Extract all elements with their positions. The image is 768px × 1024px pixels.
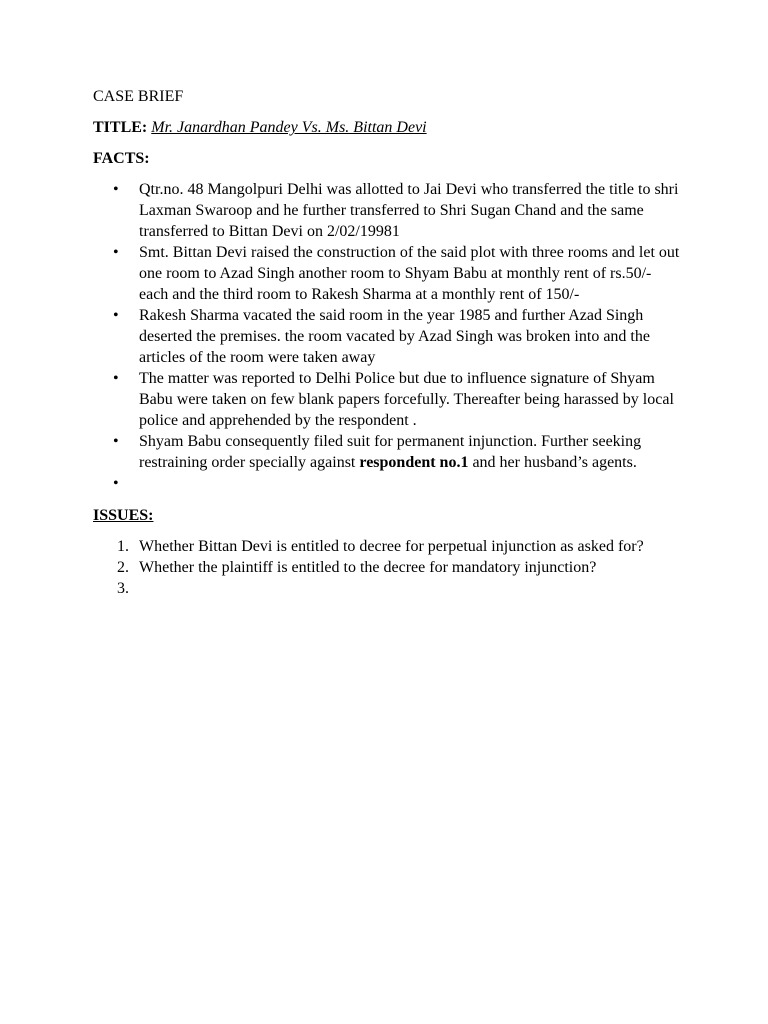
issue-item — [93, 536, 683, 557]
fact-text: Smt. Bittan Devi raised the construction of the said plot with three rooms and let out one room to Azad Singh another room to Shyam Babu at monthly rent of rs.50/- each and the third room to Rakesh Sharma at a monthly rent of 150/- — [139, 244, 680, 303]
issue-number: 2. — [117, 559, 129, 576]
bullet-icon: • — [113, 433, 119, 450]
document-heading: CASE BRIEF — [93, 88, 184, 105]
fact-text-after: and her husband’s agents. — [468, 454, 637, 471]
document-page — [93, 86, 683, 599]
case-title: Mr. Janardhan Pandey Vs. Ms. Bittan Devi — [151, 119, 427, 136]
facts-list — [93, 179, 683, 494]
fact-item — [93, 242, 683, 305]
fact-item — [93, 431, 683, 473]
bullet-icon: • — [113, 181, 119, 198]
fact-text: Rakesh Sharma vacated the said room in the year 1985 and further Azad Singh deserted the premises. the room vacated by Azad Singh was broken into and the articles of the room were taken away — [139, 307, 650, 366]
case-title-line — [93, 117, 683, 138]
issues-label: ISSUES: — [93, 507, 154, 524]
issue-text: Whether the plaintiff is entitled to the decree for mandatory injunction? — [139, 559, 597, 576]
fact-text: The matter was reported to Delhi Police but due to influence signature of Shyam Babu were taken on few blank papers forcefully. Thereafter being harassed by local police and apprehended by the respondent . — [139, 370, 674, 429]
facts-label: FACTS: — [93, 150, 150, 167]
fact-item — [93, 179, 683, 242]
fact-item — [93, 368, 683, 431]
issue-text: Whether Bittan Devi is entitled to decree for perpetual injunction as asked for? — [139, 538, 644, 555]
bullet-icon: • — [113, 475, 119, 492]
bullet-icon: • — [113, 307, 119, 324]
fact-text: Qtr.no. 48 Mangolpuri Delhi was allotted to Jai Devi who transferred the title to shri Laxman Swaroop and he further transferred to Shri Sugan Chand and the same transferred to Bittan Devi on 2/02/19981 — [139, 181, 679, 240]
issue-number: 3. — [117, 580, 129, 597]
bullet-icon: • — [113, 244, 119, 261]
issue-item-empty — [93, 578, 683, 599]
fact-item-empty — [93, 473, 683, 494]
issues-list — [93, 536, 683, 599]
bullet-icon: • — [113, 370, 119, 387]
fact-item — [93, 305, 683, 368]
fact-text-before: Shyam Babu consequently filed suit for permanent injunction. Further seeking restraining order specially against — [139, 433, 642, 471]
fact-text-bold: respondent no.1 — [359, 454, 469, 471]
issue-item — [93, 557, 683, 578]
title-label: TITLE: — [93, 119, 148, 136]
issue-number: 1. — [117, 538, 129, 555]
